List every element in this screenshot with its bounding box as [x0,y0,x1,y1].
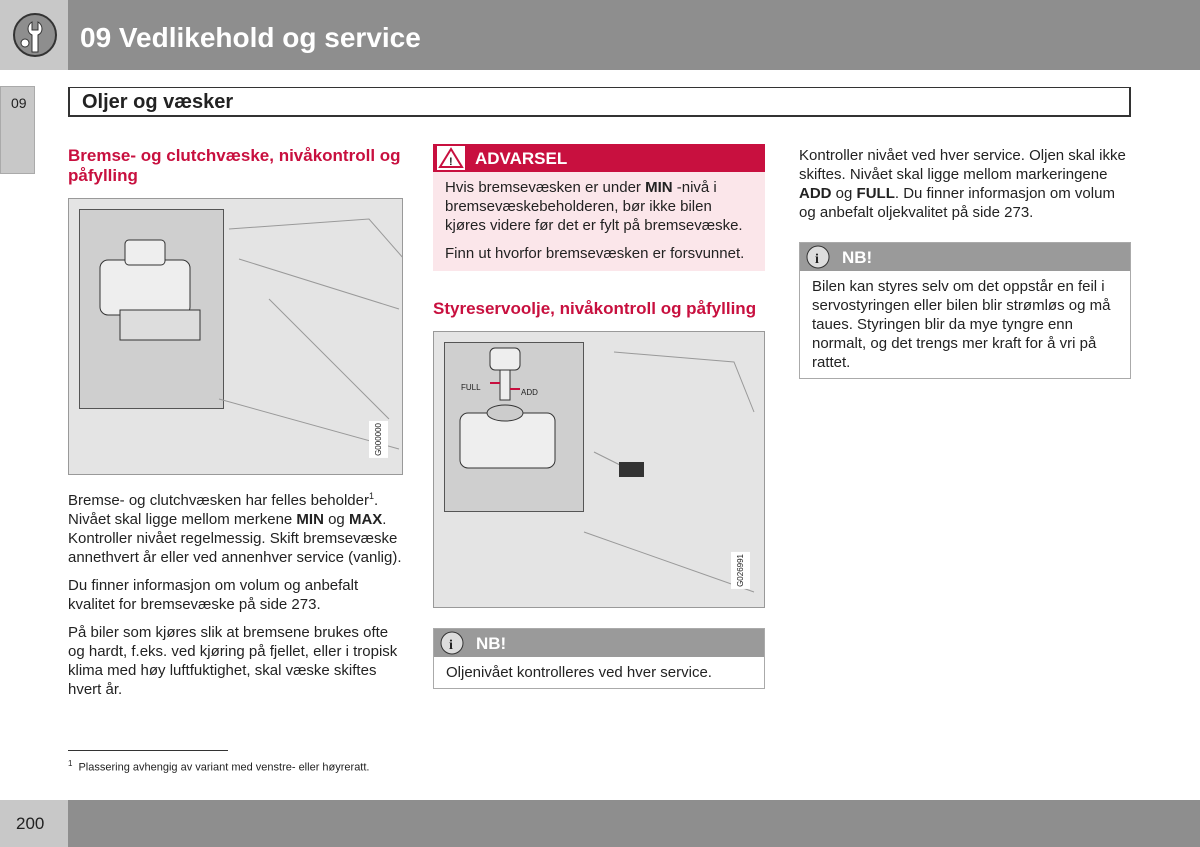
section-title-box [68,87,1131,117]
figure-code: G026991 [731,552,750,589]
note-box [799,242,1131,379]
full-label: FULL [461,383,481,392]
paragraph: Finn ut hvorfor bremsevæsken er forsvunnet. [445,245,745,262]
paragraph: Bremse- og clutchvæsken har felles beholder$^1$. Nivået skal ligge mellom merkene MIN og MAX. Kontroller nivået regelmessig. Skift bremsevæske annethvert år eller ved annenhver service (vanlig). [68,491,402,566]
footer-bar [0,800,1200,847]
paragraph: Du finner informasjon om volum og anbefalt kvalitet for bremsevæske på side 273. [68,577,359,613]
page-number: 200 [0,800,68,847]
paragraph: På biler som kjøres slik at bremsene brukes ofte og hardt, f.eks. ved kjøring på fjellet, eller i tropisk klima med høy luftfuktighet, skal væske skiftes hvert år. [68,624,398,698]
note-title: NB! [842,247,873,267]
note-title: NB! [476,633,507,653]
column-1 [68,146,403,708]
footnote: $^1$ Plassering avhengig av variant med venstre- eller høyreratt. [68,750,668,774]
note-box [433,628,765,689]
header-icon-area [0,0,68,70]
figure-code: G000000 [369,421,388,458]
warning-title: ADVARSEL [475,148,568,168]
power-steering-figure [433,331,765,608]
side-tab: 09 [0,86,35,174]
column-2 [433,144,765,689]
wrench-icon [12,12,58,58]
svg-text:!: ! [449,156,453,168]
brake-fluid-heading: Bremse- og clutchvæske, nivåkontroll og påfylling [68,146,401,185]
paragraph: Hvis bremsevæsken er under MIN -nivå i bremsevæskebeholderen, bør ikke bilen kjøres videre før det er fylt på bremsevæske. [445,179,743,234]
chapter-header [68,0,1200,70]
section-title: Oljer og væsker [82,91,234,113]
brake-fluid-figure [68,198,403,475]
add-label: ADD [521,388,538,397]
chapter-title: 09 Vedlikehold og service [80,22,421,53]
info-icon [434,629,470,657]
note-text: Oljenivået kontrolleres ved hver service. [446,664,712,681]
column-3 [799,146,1131,379]
svg-text:i: i [815,252,819,267]
power-steering-heading: Styreservoolje, nivåkontroll og påfylling [433,299,757,318]
note-text: Bilen kan styres selv om det oppstår en feil i servostyringen eller bilen blir strømløs og må taues. Styringen blir da mye tyngre enn normalt, og det trengs mer kraft for å vri på rattet. [812,278,1111,371]
warning-icon [433,144,469,172]
paragraph: Kontroller nivået ved hver service. Oljen skal ikke skiftes. Nivået skal ligge mellom markeringene ADD og FULL. Du finner informasjon om volum og anbefalt oljekvalitet på side 273. [799,147,1126,221]
warning-box [433,144,765,271]
svg-text:i: i [449,638,453,653]
info-icon [800,243,836,271]
